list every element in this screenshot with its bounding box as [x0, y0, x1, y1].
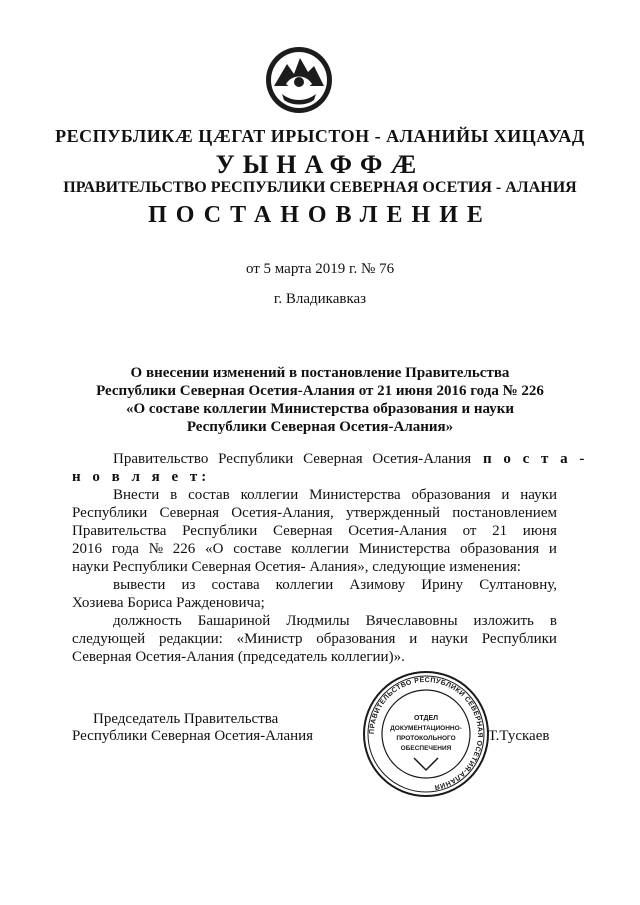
word: должность — [113, 613, 182, 629]
word: 21 — [492, 523, 508, 539]
intro-line — [113, 451, 493, 468]
postanovlyaet-part-2: н о в л я е т: — [72, 469, 211, 485]
word: постановлением — [452, 505, 557, 521]
word: коллегии — [291, 541, 349, 557]
stamp-ring-text: ПРАВИТЕЛЬСТВО РЕСПУБЛИКИ СЕВЕРНАЯ ОСЕТИЯ-АЛАНИЯ — [368, 676, 484, 791]
word: 2016 — [72, 541, 102, 557]
signature-position-line-1: Председатель Правительства — [93, 711, 279, 727]
header-postanovlenie: ПОСТАНОВЛЕНИЕ — [148, 202, 492, 228]
title-line-4: Республики Северная Осетия-Алания» — [186, 419, 454, 435]
stamp-inner-line-1: ОТДЕЛ — [413, 715, 439, 722]
intro-text: Правительство Республики Северная Осетия-Алания — [113, 451, 472, 467]
word: в — [549, 613, 557, 629]
word: Ирину — [421, 577, 464, 593]
word: науки — [431, 631, 468, 647]
word: изложить — [473, 613, 534, 629]
word: коллегии — [240, 487, 299, 503]
word: и — [548, 541, 557, 557]
coat-of-arms-emblem — [262, 44, 336, 116]
word: Осетия-Алания — [348, 523, 447, 539]
title-line-1: О внесении изменений в постановление Правительства — [130, 365, 510, 381]
paragraph-1-line-1 — [113, 487, 557, 504]
stamp-star-mark — [414, 758, 438, 770]
word: от — [462, 523, 477, 539]
word: редакции: — [159, 631, 223, 647]
word: Осетия-Алания, — [231, 505, 334, 521]
word: следующей — [72, 631, 146, 647]
word: Северная — [159, 505, 220, 521]
word: образования — [411, 487, 491, 503]
word: Азимову — [349, 577, 406, 593]
paragraph-1-line-4 — [72, 541, 557, 558]
word: Людмилы — [286, 613, 350, 629]
word: Правительства — [72, 523, 167, 539]
word: в — [170, 487, 178, 503]
word: года — [111, 541, 139, 557]
word: из — [181, 577, 196, 593]
paragraph-2-line-2: Хозиева Бориса Ражденовича; — [72, 595, 265, 611]
signature-name: Т.Тускаев — [488, 728, 550, 744]
word: Султановну, — [479, 577, 557, 593]
word: коллегии — [275, 577, 334, 593]
postanovlyaet-part-1: п о с т а - — [483, 451, 589, 467]
word: Республики — [481, 631, 557, 647]
word: образования — [460, 541, 540, 557]
paragraph-1-line-5: науки Республики Северная Осетия- Алания», следующие изменения: — [72, 559, 521, 575]
word: состав — [188, 487, 230, 503]
paragraph-3-line-1 — [113, 613, 557, 630]
word: вывести — [113, 577, 166, 593]
document-city: г. Владикавказ — [273, 291, 367, 307]
word: составе — [233, 541, 282, 557]
word: июня — [522, 523, 557, 539]
word: утвержденный — [346, 505, 441, 521]
header-uynaffae: УЫНАФФӔ — [215, 150, 425, 179]
document-date-number: от 5 марта 2019 г. № 76 — [245, 261, 395, 277]
word: и — [409, 631, 418, 647]
word: «Министр — [236, 631, 303, 647]
title-line-2: Республики Северная Осетия-Алания от 21 июня 2016 года № 226 — [96, 383, 544, 399]
word: «О — [205, 541, 224, 557]
svg-text:ПРАВИТЕЛЬСТВО РЕСПУБЛИКИ СЕВЕР — [369, 677, 483, 790]
word: 226 — [172, 541, 196, 557]
stamp-inner-line-4: ОБЕСПЕЧЕНИЯ — [400, 745, 452, 752]
paragraph-2-line-1 — [113, 577, 557, 594]
word: образования — [316, 631, 396, 647]
title-line-3: «О составе коллегии Министерства образования и науки — [125, 401, 515, 417]
word: Внести — [113, 487, 160, 503]
word: № — [148, 541, 164, 557]
word: состава — [211, 577, 260, 593]
word: Министерства — [309, 487, 401, 503]
paragraph-1-line-2 — [72, 505, 557, 522]
word: Республики — [72, 505, 148, 521]
paragraph-1-line-3 — [72, 523, 557, 540]
header-russian-line: ПРАВИТЕЛЬСТВО РЕСПУБЛИКИ СЕВЕРНАЯ ОСЕТИЯ - АЛАНИЯ — [63, 179, 577, 196]
word: Министерства — [358, 541, 451, 557]
word: Республики — [182, 523, 258, 539]
paragraph-3-line-2 — [72, 631, 557, 648]
word: науки — [520, 487, 557, 503]
word: Башариной — [197, 613, 271, 629]
official-seal-stamp — [362, 670, 490, 798]
word: Вячеславовны — [365, 613, 458, 629]
signature-position-line-2: Республики Северная Осетия-Алания — [72, 728, 314, 744]
word: Северная — [272, 523, 333, 539]
paragraph-3-line-3: Северная Осетия-Алания (председатель коллегии)». — [72, 649, 405, 665]
word: и — [501, 487, 510, 503]
stamp-inner-line-2: ДОКУМЕНТАЦИОННО- — [390, 725, 462, 732]
stamp-inner-line-3: ПРОТОКОЛЬНОГО — [396, 735, 456, 742]
header-ossetian-line: РЕСПУБЛИКӔ ЦӔГАТ ИРЫСТОН - АЛАНИЙЫ ХИЦАУАД — [55, 126, 585, 146]
